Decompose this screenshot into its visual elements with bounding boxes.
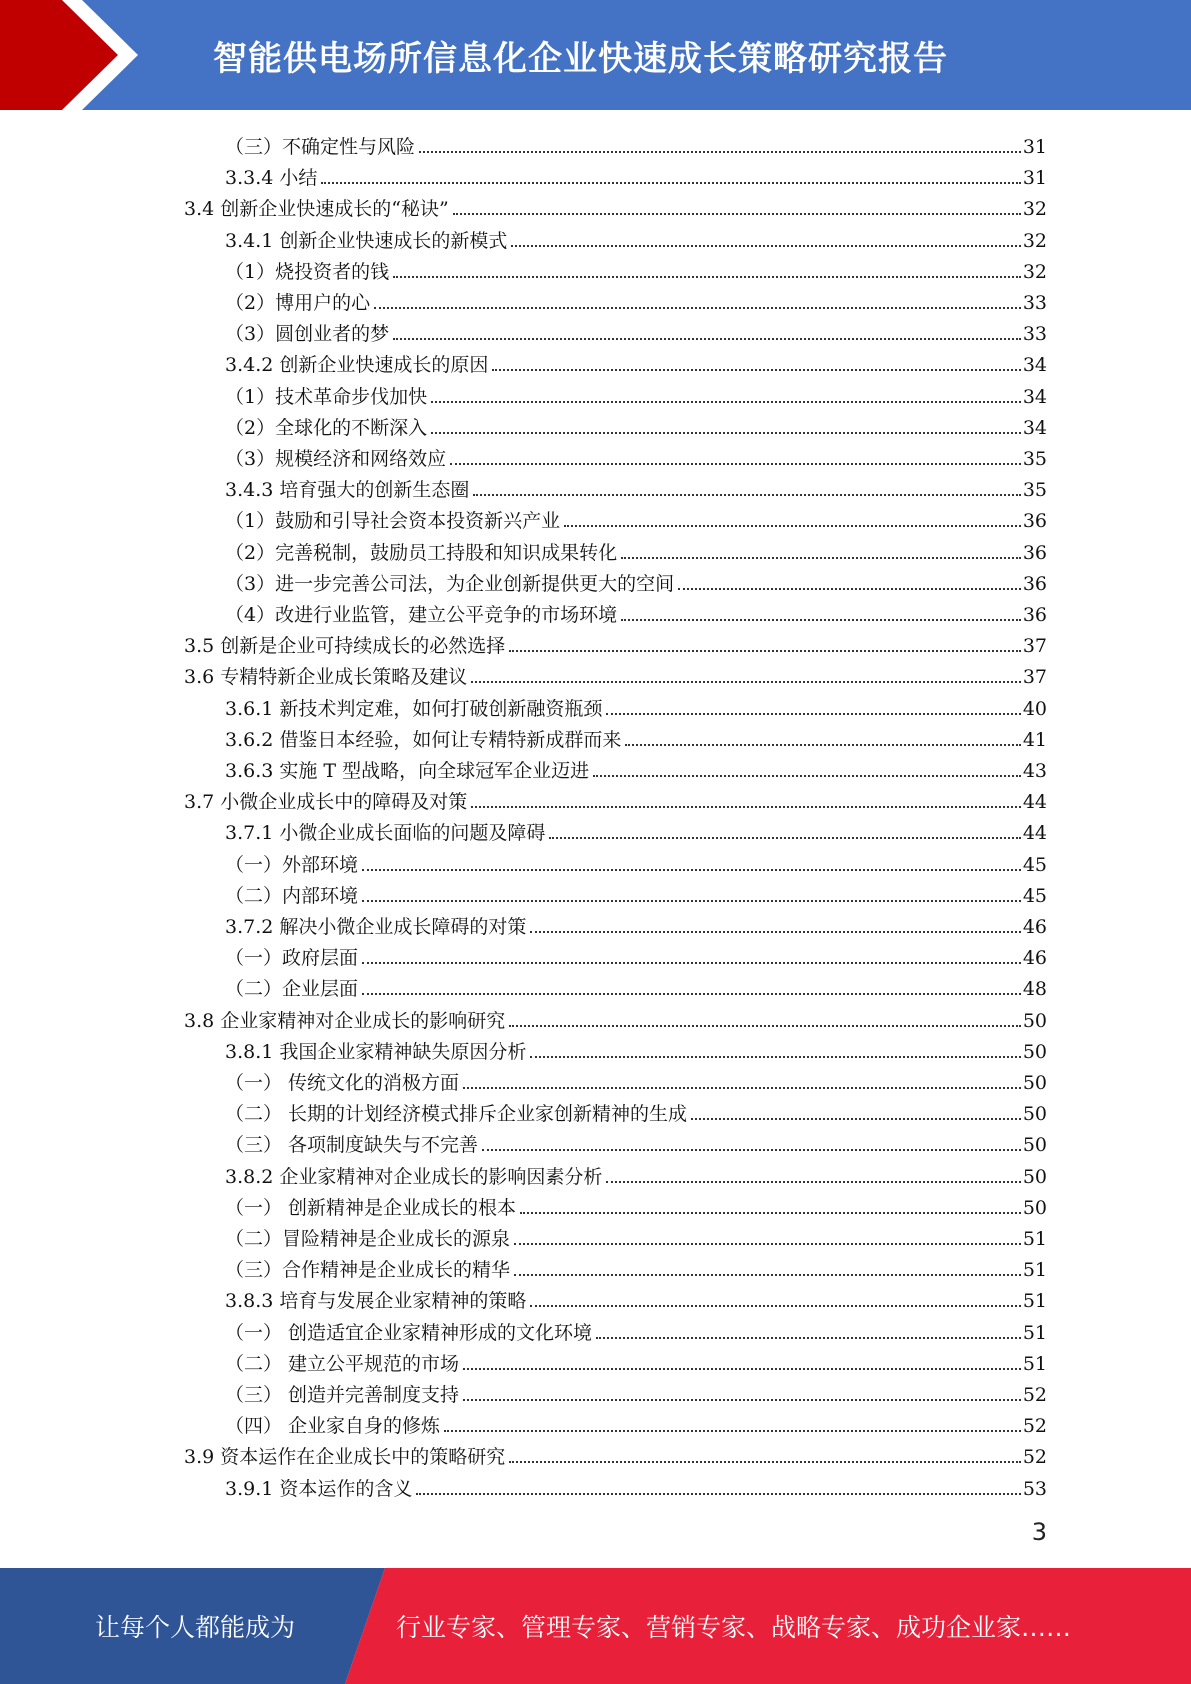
toc-entry-page: 35 [1022, 479, 1047, 502]
toc-entry-page: 50 [1022, 1009, 1047, 1032]
toc-dot-leader [625, 744, 1020, 746]
toc-dot-leader [509, 1461, 1021, 1463]
toc-entry-label: （三） 创造并完善制度支持 [225, 1384, 460, 1406]
toc-entry-label: 3.7.2 解决小微企业成长障碍的对策 [225, 916, 527, 938]
toc-entry[interactable] [225, 1470, 1047, 1501]
toc-entry-label: （一） 创造适宜企业家精神形成的文化环境 [225, 1321, 593, 1344]
toc-entry[interactable] [184, 783, 1047, 814]
toc-entry-label: （三）不确定性与风险 [225, 136, 416, 158]
toc-entry-page: 36 [1022, 510, 1047, 533]
toc-entry-label: 3.9 资本运作在企业成长中的策略研究 [184, 1446, 506, 1469]
toc-dot-leader [514, 1274, 1021, 1276]
toc-entry-label: （二）内部环境 [225, 884, 359, 907]
toc-entry[interactable] [225, 752, 1047, 783]
toc-entry-label: （四） 企业家自身的修炼 [225, 1415, 441, 1438]
toc-entry-label: （二）企业层面 [225, 978, 359, 1001]
toc-entry-label: 3.6 专精特新企业成长策略及建议 [184, 666, 468, 689]
toc-entry[interactable] [225, 1126, 1047, 1157]
toc-entry-page: 36 [1022, 541, 1047, 564]
toc-entry-label: （一）政府层面 [225, 947, 359, 970]
toc-entry[interactable] [225, 1376, 1047, 1407]
toc-dot-leader [621, 619, 1021, 621]
toc-dot-leader [471, 806, 1021, 808]
toc-entry[interactable] [225, 534, 1047, 565]
toc-entry[interactable] [225, 596, 1047, 627]
toc-entry-page: 37 [1022, 635, 1047, 658]
toc-entry-page: 35 [1022, 448, 1047, 470]
toc-dot-leader [564, 525, 1021, 527]
toc-entry-label: 3.6.3 实施 T 型战略，向全球冠军企业迈进 [225, 760, 590, 782]
toc-entry[interactable] [225, 378, 1047, 409]
toc-entry[interactable] [225, 1095, 1047, 1126]
toc-dot-leader [362, 962, 1021, 964]
toc-dot-leader [393, 338, 1021, 340]
toc-entry-label: （一） 创新精神是企业成长的根本 [225, 1196, 517, 1219]
toc-entry-label: （4）改进行业监管，建立公平竞争的市场环境 [225, 604, 618, 626]
toc-entry[interactable] [225, 1033, 1047, 1064]
toc-entry-page: 41 [1022, 728, 1047, 751]
toc-entry[interactable] [225, 1064, 1047, 1095]
toc-entry-page: 51 [1022, 1259, 1047, 1282]
toc-dot-leader [520, 1212, 1021, 1214]
toc-entry-page: 53 [1022, 1477, 1047, 1500]
toc-entry-label: 3.8.2 企业家精神对企业成长的影响因素分析 [225, 1165, 603, 1188]
toc-entry-label: （3）圆创业者的梦 [225, 323, 390, 346]
toc-entry-page: 34 [1022, 416, 1047, 439]
toc-entry-label: （二）冒险精神是企业成长的源泉 [225, 1228, 511, 1250]
toc-entry[interactable] [184, 627, 1047, 658]
toc-entry[interactable] [184, 190, 1047, 221]
toc-entry[interactable] [225, 877, 1047, 908]
toc-entry-label: 3.4.3 培育强大的创新生态圈 [225, 479, 470, 502]
toc-dot-leader [530, 931, 1020, 933]
toc-entry-label: 3.4.2 创新企业快速成长的原因 [225, 354, 489, 377]
toc-entry[interactable] [225, 1251, 1047, 1282]
toc-entry-page: 33 [1022, 323, 1047, 346]
toc-entry-page: 43 [1022, 760, 1047, 782]
toc-entry[interactable] [225, 159, 1047, 190]
toc-entry[interactable] [184, 1002, 1047, 1033]
toc-entry-page: 34 [1022, 354, 1047, 377]
toc-dot-leader [691, 1118, 1021, 1120]
toc-dot-leader [606, 713, 1020, 715]
toc-dot-leader [530, 1056, 1020, 1058]
toc-entry[interactable] [184, 1438, 1047, 1469]
toc-entry-page: 50 [1022, 1134, 1047, 1157]
toc-dot-leader [621, 557, 1021, 559]
toc-dot-leader [444, 1430, 1021, 1432]
toc-entry-page: 50 [1022, 1196, 1047, 1219]
toc-entry-label: （二） 建立公平规范的市场 [225, 1352, 460, 1375]
toc-entry-label: （3）进一步完善公司法，为企业创新提供更大的空间 [225, 572, 675, 595]
toc-dot-leader [431, 432, 1021, 434]
toc-dot-leader [321, 182, 1020, 184]
toc-entry-label: （一） 传统文化的消极方面 [225, 1072, 460, 1094]
toc-entry-label: 3.4 创新企业快速成长的“秘诀” [184, 198, 449, 221]
toc-dot-leader [416, 1493, 1020, 1495]
toc-entry-page: 51 [1022, 1290, 1047, 1313]
toc-entry[interactable] [225, 690, 1047, 721]
toc-entry-label: （2）博用户的心 [225, 292, 371, 314]
toc-entry-label: 3.6.2 借鉴日本经验，如何让专精特新成群而来 [225, 728, 622, 751]
toc-dot-leader [509, 1025, 1021, 1027]
toc-entry-page: 31 [1022, 167, 1047, 190]
toc-entry[interactable] [225, 814, 1047, 845]
toc-entry[interactable] [225, 1345, 1047, 1376]
toc-entry-label: 3.9.1 资本运作的含义 [225, 1477, 413, 1500]
toc-entry[interactable] [225, 284, 1047, 315]
toc-dot-leader [473, 494, 1020, 496]
toc-entry-label: （3）规模经济和网络效应 [225, 448, 447, 470]
toc-entry-page: 45 [1022, 853, 1047, 876]
toc-entry[interactable] [225, 471, 1047, 502]
toc-entry-page: 51 [1022, 1352, 1047, 1375]
toc-entry-label: 3.4.1 创新企业快速成长的新模式 [225, 229, 508, 252]
toc-dot-leader [362, 869, 1021, 871]
toc-dot-leader [362, 900, 1021, 902]
toc-dot-leader [393, 276, 1021, 278]
toc-entry-page: 33 [1022, 292, 1047, 314]
toc-entry[interactable] [184, 658, 1047, 689]
toc-dot-leader [450, 463, 1021, 465]
footer-slogan-left: 让每个人都能成为 [94, 1613, 295, 1642]
toc-dot-leader [509, 650, 1021, 652]
toc-entry[interactable] [225, 346, 1047, 377]
toc-entry[interactable] [225, 315, 1047, 346]
toc-dot-leader [463, 1399, 1021, 1401]
report-title: 智能供电场所信息化企业快速成长策略研究报告 [213, 38, 948, 79]
toc-entry[interactable] [225, 502, 1047, 533]
toc-entry[interactable] [225, 409, 1047, 440]
toc-entry[interactable] [225, 1314, 1047, 1345]
toc-entry-label: （1）鼓励和引导社会资本投资新兴产业 [225, 510, 561, 533]
toc-entry-page: 44 [1022, 791, 1047, 814]
toc-entry-label: （2）完善税制，鼓励员工持股和知识成果转化 [225, 541, 618, 564]
toc-entry-page: 46 [1022, 947, 1047, 970]
toc-entry[interactable] [225, 565, 1047, 596]
toc-entry-page: 32 [1022, 198, 1047, 221]
toc-entry-page: 36 [1022, 572, 1047, 595]
toc-dot-leader [530, 1305, 1020, 1307]
toc-entry-label: （三） 各项制度缺失与不完善 [225, 1134, 479, 1157]
toc-entry[interactable] [225, 440, 1047, 471]
toc-dot-leader [463, 1368, 1021, 1370]
toc-entry-page: 37 [1022, 666, 1047, 689]
toc-entry-page: 32 [1022, 229, 1047, 252]
toc-entry-page: 52 [1022, 1446, 1047, 1469]
toc-entry-label: 3.8 企业家精神对企业成长的影响研究 [184, 1009, 506, 1032]
toc-entry[interactable] [225, 1158, 1047, 1189]
toc-dot-leader [431, 401, 1021, 403]
toc-dot-leader [492, 369, 1020, 371]
page-number: 3 [1031, 1518, 1047, 1546]
toc-entry-label: 3.6.1 新技术判定难，如何打破创新融资瓶颈 [225, 697, 603, 720]
toc-entry-label: （三）合作精神是企业成长的精华 [225, 1259, 511, 1282]
toc-entry-label: （1）烧投资者的钱 [225, 260, 390, 283]
toc-dot-leader [514, 1243, 1021, 1245]
toc-entry[interactable] [225, 970, 1047, 1001]
toc-entry-label: 3.7 小微企业成长中的障碍及对策 [184, 791, 468, 814]
toc-dot-leader [482, 1149, 1021, 1151]
toc-dot-leader [362, 993, 1021, 995]
toc-entry[interactable] [225, 908, 1047, 939]
toc-dot-leader [596, 1337, 1021, 1339]
toc-entry[interactable] [225, 222, 1047, 253]
toc-entry[interactable] [225, 1189, 1047, 1220]
toc-dot-leader [374, 307, 1021, 309]
toc-dot-leader [606, 1181, 1020, 1183]
toc-dot-leader [453, 213, 1021, 215]
toc-entry[interactable] [225, 128, 1047, 159]
toc-dot-leader [471, 681, 1021, 683]
toc-entry-page: 31 [1022, 136, 1047, 158]
toc-entry-page: 51 [1022, 1321, 1047, 1344]
toc-entry-page: 46 [1022, 916, 1047, 938]
toc-entry-page: 36 [1022, 604, 1047, 626]
toc-entry-page: 45 [1022, 884, 1047, 907]
toc-entry-label: 3.3.4 小结 [225, 167, 318, 190]
toc-entry[interactable] [225, 1220, 1047, 1251]
toc-entry[interactable] [225, 253, 1047, 284]
toc-entry-label: 3.5 创新是企业可持续成长的必然选择 [184, 635, 506, 658]
toc-entry-page: 44 [1022, 822, 1047, 845]
toc-entry-label: （一）外部环境 [225, 853, 359, 876]
toc-dot-leader [549, 837, 1020, 839]
header-arrow-decoration [0, 0, 150, 110]
toc-entry-page: 51 [1022, 1228, 1047, 1250]
toc-entry-label: 3.8.3 培育与发展企业家精神的策略 [225, 1290, 527, 1313]
toc-entry[interactable] [225, 1407, 1047, 1438]
page-footer [0, 1568, 1191, 1684]
toc-entry-page: 34 [1022, 385, 1047, 408]
toc-entry-label: 3.8.1 我国企业家精神缺失原因分析 [225, 1040, 527, 1063]
toc-entry-page: 40 [1022, 697, 1047, 720]
toc-entry-page: 50 [1022, 1165, 1047, 1188]
toc-entry-page: 50 [1022, 1103, 1047, 1126]
toc-entry[interactable] [225, 846, 1047, 877]
toc-entry[interactable] [225, 1282, 1047, 1313]
toc-entry-label: 3.7.1 小微企业成长面临的问题及障碍 [225, 822, 546, 845]
toc-dot-leader [419, 151, 1021, 153]
toc-entry[interactable] [225, 721, 1047, 752]
toc-entry-page: 50 [1022, 1040, 1047, 1063]
toc-entry[interactable] [225, 939, 1047, 970]
toc-entry-label: （1）技术革命步伐加快 [225, 385, 428, 408]
toc-entry-page: 48 [1022, 978, 1047, 1001]
toc-dot-leader [463, 1087, 1021, 1089]
toc-entry-page: 50 [1022, 1072, 1047, 1094]
toc-entry-page: 52 [1022, 1415, 1047, 1438]
page-header [0, 0, 1191, 110]
toc-dot-leader [678, 588, 1021, 590]
toc-entry-label: （二） 长期的计划经济模式排斥企业家创新精神的生成 [225, 1103, 688, 1126]
toc-entry-page: 32 [1022, 260, 1047, 283]
toc-dot-leader [511, 245, 1020, 247]
toc-entry-page: 52 [1022, 1384, 1047, 1406]
toc-entry-label: （2）全球化的不断深入 [225, 416, 428, 439]
footer-slogan-right: 行业专家、管理专家、营销专家、战略专家、成功企业家…… [396, 1613, 1072, 1642]
toc-dot-leader [593, 775, 1021, 777]
